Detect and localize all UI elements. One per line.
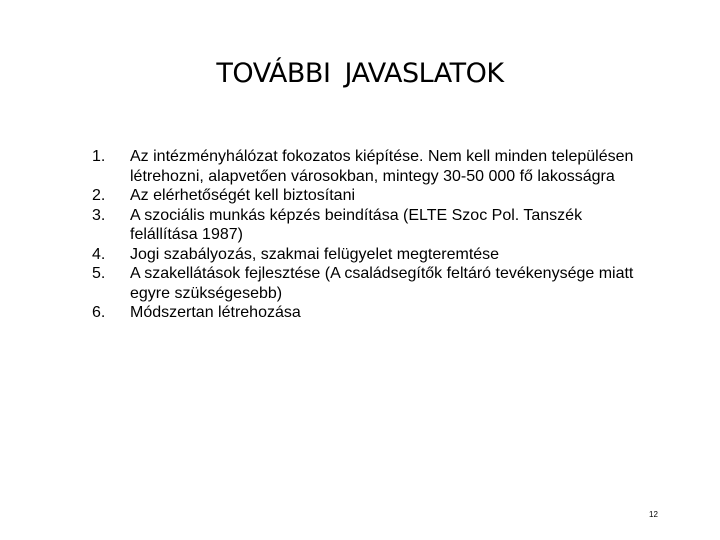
list-item-number: 2. bbox=[92, 187, 106, 204]
list-item-text: Módszertan létrehozása bbox=[130, 304, 301, 321]
list-item bbox=[84, 186, 644, 206]
list-item-text: Jogi szabályozás, szakmai felügyelet megteremtése bbox=[130, 245, 500, 263]
list-item bbox=[84, 206, 644, 245]
list-item-text: A szakellátások fejlesztése (A családsegítők feltáró tevékenysége miatt egyre szükségesebb) bbox=[130, 265, 634, 302]
list-item-number: 5. bbox=[92, 265, 106, 282]
list-item-text: Az elérhetőségét kell biztosítani bbox=[130, 187, 356, 204]
list-item bbox=[84, 245, 644, 265]
list-item-number: 3. bbox=[92, 206, 106, 224]
list-item-text: Az intézményhálózat fokozatos kiépítése. Nem kell minden településen létrehozni, alapvetően városokban, mintegy 30-50 000 fő lakosságra bbox=[130, 148, 634, 185]
slide-title: TOVÁBBI JAVASLATOK bbox=[216, 58, 504, 89]
page-number: 12 bbox=[649, 510, 658, 519]
list-item bbox=[84, 264, 644, 303]
list-item bbox=[84, 303, 644, 323]
recommendation-list bbox=[84, 147, 644, 323]
list-item-number: 6. bbox=[92, 304, 106, 321]
list-item bbox=[84, 147, 644, 186]
list-item-number: 4. bbox=[92, 245, 106, 263]
list-item-number: 1. bbox=[92, 148, 106, 165]
list-item-text: A szociális munkás képzés beindítása (ELTE Szoc Pol. Tanszék felállítása 1987) bbox=[130, 206, 583, 243]
